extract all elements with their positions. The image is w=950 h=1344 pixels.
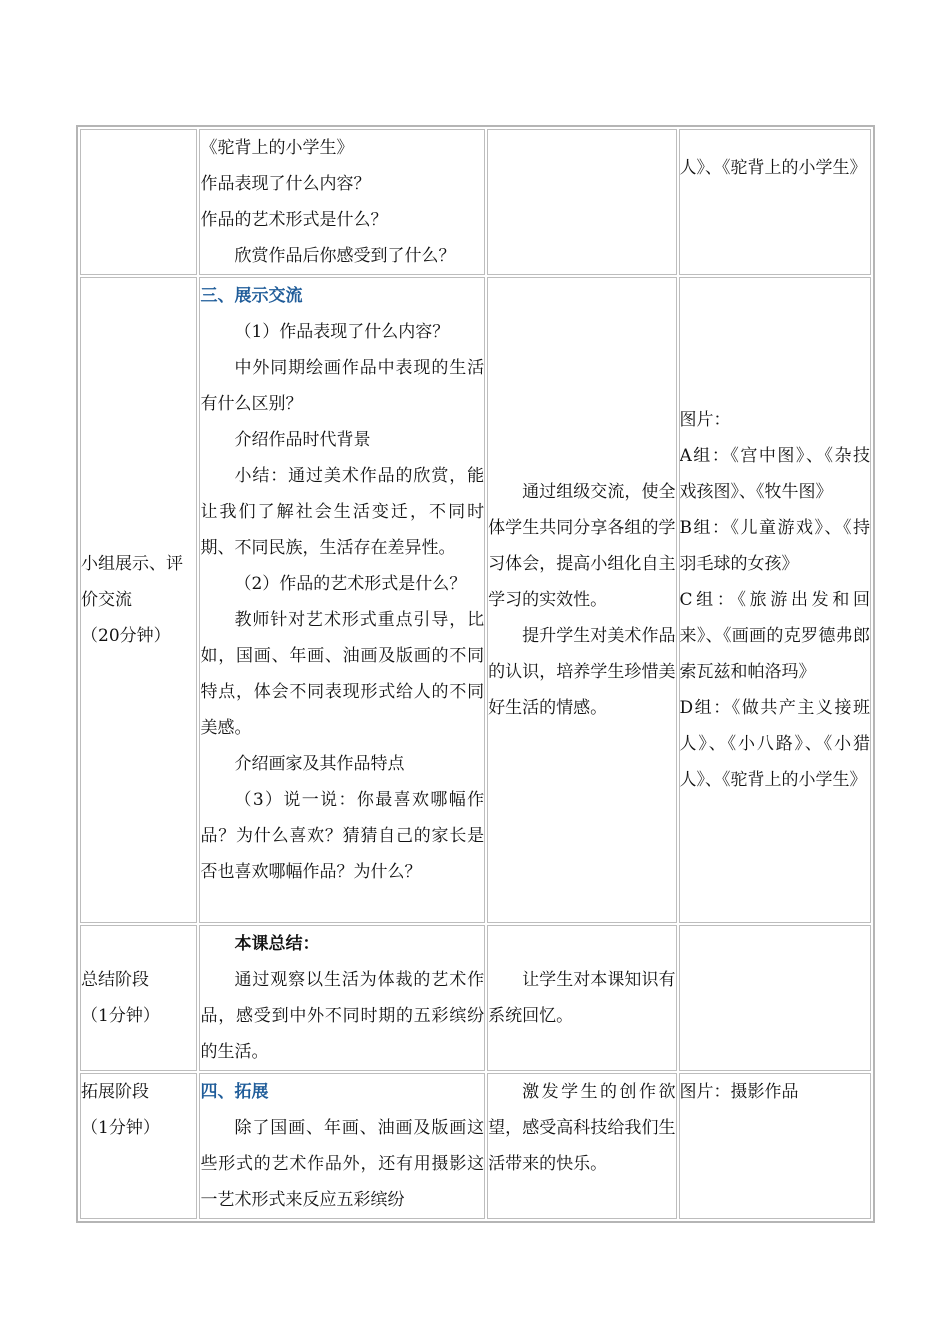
cell-paragraph: 作品的艺术形式是什么？ xyxy=(200,210,388,230)
teaching-content-cell xyxy=(199,277,485,923)
cell-paragraph: 图片：摄影作品 xyxy=(679,1082,799,1102)
cell-paragraph: 中外同期绘画作品中表现的生活有什么区别？ xyxy=(200,358,485,414)
table-row xyxy=(80,925,871,1071)
cell-paragraph: 介绍作品时代背景 xyxy=(234,430,371,450)
cell-paragraph: （1分钟） xyxy=(81,1006,160,1026)
cell-paragraph: 激发学生的创作欲望，感受高科技给我们生活带来的快乐。 xyxy=(488,1082,676,1174)
table-row xyxy=(80,277,871,923)
design-intent-cell xyxy=(487,277,676,923)
resources-cell xyxy=(679,925,871,1071)
cell-paragraph: 除了国画、年画、油画及版画这些形式的艺术作品外，还有用摄影这一艺术形式来反应五彩缤纷 xyxy=(200,1118,485,1210)
teaching-content-cell xyxy=(199,1073,485,1219)
cell-paragraph: 图片： xyxy=(679,410,731,430)
resources-cell xyxy=(679,1073,871,1219)
lesson-plan-table xyxy=(76,125,875,1223)
cell-paragraph: A组：《宫中图》、《杂技戏孩图》、《牧牛图》 xyxy=(679,446,870,502)
cell-paragraph: 通过组级交流，使全体学生共同分享各组的学习体会，提高小组化自主学习的实效性。 xyxy=(488,482,676,610)
cell-paragraph: 欣赏作品后你感受到了什么？ xyxy=(234,246,456,266)
resources-cell xyxy=(679,129,871,275)
cell-paragraph: 让学生对本课知识有系统回忆。 xyxy=(488,970,676,1026)
cell-paragraph: 《驼背上的小学生》 xyxy=(200,138,354,158)
cell-paragraph: 小组展示、评价交流 xyxy=(81,554,183,610)
table-row xyxy=(80,129,871,275)
table-row xyxy=(80,1073,871,1219)
design-intent-cell xyxy=(487,1073,676,1219)
stage-cell xyxy=(80,129,197,275)
cell-paragraph: 教师针对艺术形式重点引导，比如，国画、年画、油画及版画的不同特点，体会不同表现形式给人的不同美感。 xyxy=(200,610,485,738)
teaching-content-cell xyxy=(199,925,485,1071)
cell-paragraph: 介绍画家及其作品特点 xyxy=(234,754,405,774)
design-intent-cell xyxy=(487,129,676,275)
teaching-content-cell xyxy=(199,129,485,275)
resources-cell xyxy=(679,277,871,923)
cell-paragraph: 作品表现了什么内容？ xyxy=(200,174,371,194)
section-heading: 四、拓展 xyxy=(200,1082,269,1102)
cell-paragraph: B组：《儿童游戏》、《持羽毛球的女孩》 xyxy=(679,518,870,574)
section-heading: 三、展示交流 xyxy=(200,286,303,306)
cell-paragraph: 提升学生对美术作品的认识，培养学生珍惜美好生活的情感。 xyxy=(488,626,676,718)
cell-paragraph: C组：《旅游出发和回来》、《画画的克罗德弗郎索瓦兹和帕洛玛》 xyxy=(679,590,870,682)
design-intent-cell xyxy=(487,925,676,1071)
cell-paragraph: （1）作品表现了什么内容？ xyxy=(234,322,450,342)
stage-cell xyxy=(80,277,197,923)
cell-paragraph: （20分钟） xyxy=(81,626,171,646)
cell-paragraph: 小结：通过美术作品的欣赏，能让我们了解社会生活变迁，不同时期、不同民族，生活存在差异性。 xyxy=(200,466,485,558)
cell-paragraph: 人》、《驼背上的小学生》 xyxy=(679,158,867,178)
cell-paragraph: D组：《做共产主义接班人》、《小八路》、《小猎人》、《驼背上的小学生》 xyxy=(679,698,870,790)
cell-paragraph: 本课总结： xyxy=(234,934,320,954)
cell-paragraph: 拓展阶段 xyxy=(81,1082,149,1102)
cell-paragraph: （1分钟） xyxy=(81,1118,160,1138)
cell-paragraph: （2）作品的艺术形式是什么？ xyxy=(234,574,467,594)
cell-paragraph: 总结阶段 xyxy=(81,970,149,990)
cell-paragraph: （3）说一说：你最喜欢哪幅作品？为什么喜欢？猜猜自己的家长是否也喜欢哪幅作品？为什么？ xyxy=(200,790,485,882)
cell-paragraph: 通过观察以生活为体裁的艺术作品，感受到中外不同时期的五彩缤纷的生活。 xyxy=(200,970,485,1062)
stage-cell xyxy=(80,1073,197,1219)
stage-cell xyxy=(80,925,197,1071)
